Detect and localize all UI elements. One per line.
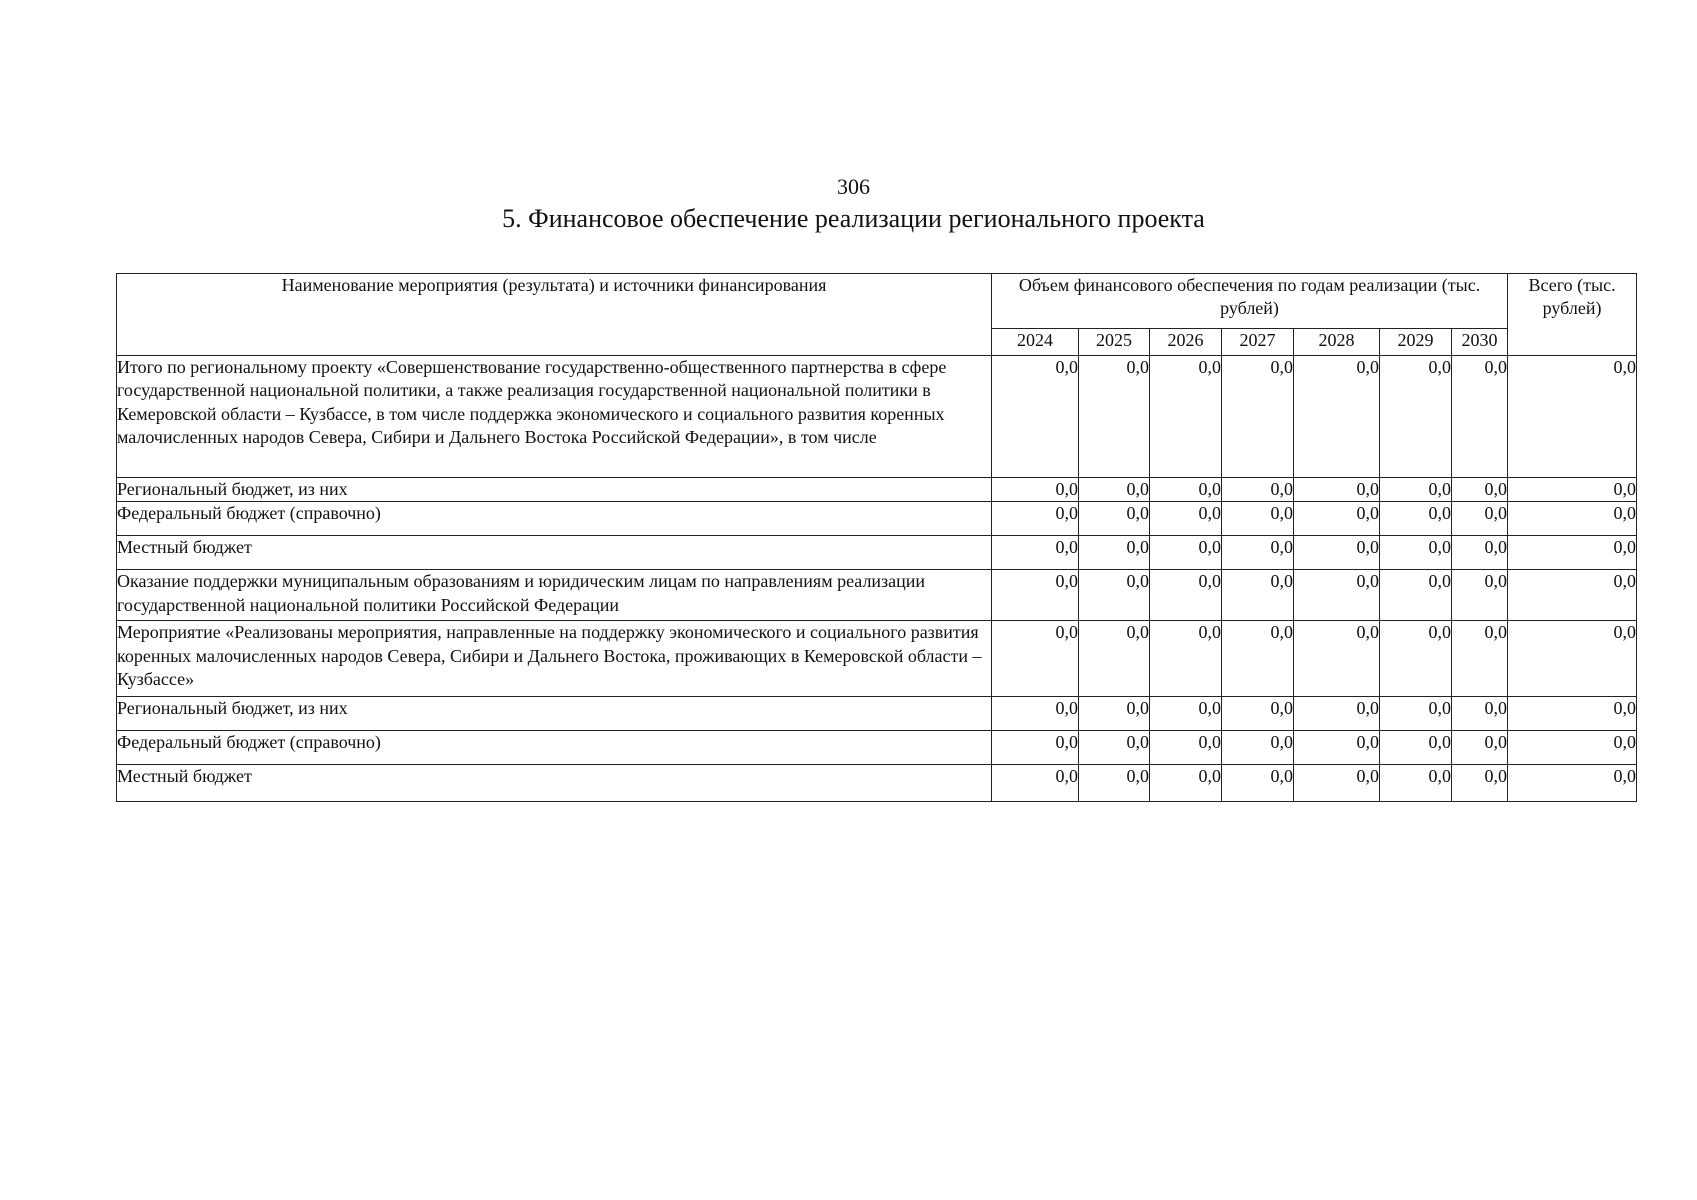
year-value-cell: 0,0 bbox=[1079, 765, 1150, 802]
year-value-cell: 0,0 bbox=[1294, 765, 1380, 802]
table-row bbox=[117, 356, 1637, 478]
year-value-cell: 0,0 bbox=[1150, 356, 1222, 478]
total-value-cell: 0,0 bbox=[1508, 621, 1637, 697]
year-value-cell: 0,0 bbox=[1150, 478, 1222, 502]
total-value-cell: 0,0 bbox=[1508, 502, 1637, 536]
row-name-cell: Федеральный бюджет (справочно) bbox=[117, 731, 992, 765]
header-year: 2025 bbox=[1079, 329, 1150, 356]
year-value-cell: 0,0 bbox=[1079, 570, 1150, 621]
year-value-cell: 0,0 bbox=[1150, 536, 1222, 570]
year-value-cell: 0,0 bbox=[1452, 478, 1508, 502]
year-value-cell: 0,0 bbox=[1079, 697, 1150, 731]
year-value-cell: 0,0 bbox=[992, 478, 1079, 502]
year-value-cell: 0,0 bbox=[1222, 356, 1294, 478]
year-value-cell: 0,0 bbox=[992, 502, 1079, 536]
financing-table bbox=[116, 273, 1637, 802]
year-value-cell: 0,0 bbox=[1294, 731, 1380, 765]
year-value-cell: 0,0 bbox=[1452, 502, 1508, 536]
year-value-cell: 0,0 bbox=[1150, 697, 1222, 731]
year-value-cell: 0,0 bbox=[1079, 536, 1150, 570]
year-value-cell: 0,0 bbox=[1222, 765, 1294, 802]
year-value-cell: 0,0 bbox=[1380, 731, 1452, 765]
document-title: 5. Финансовое обеспечение реализации регионального проекта bbox=[502, 204, 1205, 233]
table-row bbox=[117, 502, 1637, 536]
header-year: 2024 bbox=[992, 329, 1079, 356]
year-value-cell: 0,0 bbox=[1222, 570, 1294, 621]
year-value-cell: 0,0 bbox=[1452, 731, 1508, 765]
header-year: 2027 bbox=[1222, 329, 1294, 356]
year-value-cell: 0,0 bbox=[1452, 765, 1508, 802]
header-row bbox=[117, 274, 1637, 329]
header-volume-column: Объем финансового обеспечения по годам реализации (тыс. рублей) bbox=[992, 274, 1508, 329]
header-name-column: Наименование мероприятия (результата) и источники финансирования bbox=[117, 274, 992, 356]
year-value-cell: 0,0 bbox=[1150, 621, 1222, 697]
page-number: 306 bbox=[837, 174, 870, 199]
year-value-cell: 0,0 bbox=[992, 356, 1079, 478]
row-name-cell: Мероприятие «Реализованы мероприятия, направленные на поддержку экономического и социального развития коренных малочисленных народов Севера, Сибири и Дальнего Востока, проживающих в Кемеровской области – Кузбассе» bbox=[117, 621, 992, 697]
year-value-cell: 0,0 bbox=[1150, 502, 1222, 536]
year-value-cell: 0,0 bbox=[1380, 697, 1452, 731]
total-value-cell: 0,0 bbox=[1508, 478, 1637, 502]
year-value-cell: 0,0 bbox=[1294, 621, 1380, 697]
year-value-cell: 0,0 bbox=[1079, 356, 1150, 478]
row-name-cell: Федеральный бюджет (справочно) bbox=[117, 502, 992, 536]
row-name-cell: Оказание поддержки муниципальным образованиям и юридическим лицам по направлениям реализации государственной национальной политики Российской Федерации bbox=[117, 570, 992, 621]
year-value-cell: 0,0 bbox=[992, 621, 1079, 697]
table-row bbox=[117, 478, 1637, 502]
year-value-cell: 0,0 bbox=[1222, 697, 1294, 731]
year-value-cell: 0,0 bbox=[1222, 731, 1294, 765]
year-value-cell: 0,0 bbox=[1452, 536, 1508, 570]
year-value-cell: 0,0 bbox=[1079, 621, 1150, 697]
year-value-cell: 0,0 bbox=[1150, 731, 1222, 765]
header-year: 2030 bbox=[1452, 329, 1508, 356]
year-value-cell: 0,0 bbox=[1380, 765, 1452, 802]
year-value-cell: 0,0 bbox=[1380, 536, 1452, 570]
year-value-cell: 0,0 bbox=[992, 765, 1079, 802]
total-value-cell: 0,0 bbox=[1508, 765, 1637, 802]
year-value-cell: 0,0 bbox=[1380, 621, 1452, 697]
year-value-cell: 0,0 bbox=[1380, 502, 1452, 536]
row-name-cell: Местный бюджет bbox=[117, 536, 992, 570]
year-value-cell: 0,0 bbox=[1452, 621, 1508, 697]
year-value-cell: 0,0 bbox=[1294, 502, 1380, 536]
year-value-cell: 0,0 bbox=[1294, 697, 1380, 731]
year-value-cell: 0,0 bbox=[1079, 478, 1150, 502]
year-value-cell: 0,0 bbox=[1222, 502, 1294, 536]
year-value-cell: 0,0 bbox=[1222, 536, 1294, 570]
year-value-cell: 0,0 bbox=[1452, 570, 1508, 621]
year-value-cell: 0,0 bbox=[1150, 570, 1222, 621]
header-year: 2026 bbox=[1150, 329, 1222, 356]
year-value-cell: 0,0 bbox=[1294, 570, 1380, 621]
year-value-cell: 0,0 bbox=[1452, 697, 1508, 731]
year-value-cell: 0,0 bbox=[1380, 478, 1452, 502]
table-row bbox=[117, 697, 1637, 731]
year-value-cell: 0,0 bbox=[1079, 502, 1150, 536]
total-value-cell: 0,0 bbox=[1508, 731, 1637, 765]
table-row bbox=[117, 570, 1637, 621]
year-value-cell: 0,0 bbox=[1222, 621, 1294, 697]
total-value-cell: 0,0 bbox=[1508, 356, 1637, 478]
header-year: 2028 bbox=[1294, 329, 1380, 356]
year-value-cell: 0,0 bbox=[992, 536, 1079, 570]
table-row bbox=[117, 621, 1637, 697]
row-name-cell: Местный бюджет bbox=[117, 765, 992, 802]
year-value-cell: 0,0 bbox=[1294, 536, 1380, 570]
row-name-cell: Региональный бюджет, из них bbox=[117, 697, 992, 731]
total-value-cell: 0,0 bbox=[1508, 570, 1637, 621]
total-value-cell: 0,0 bbox=[1508, 536, 1637, 570]
table-row bbox=[117, 765, 1637, 802]
total-value-cell: 0,0 bbox=[1508, 697, 1637, 731]
row-name-cell: Региональный бюджет, из них bbox=[117, 478, 992, 502]
year-value-cell: 0,0 bbox=[1380, 570, 1452, 621]
year-value-cell: 0,0 bbox=[1452, 356, 1508, 478]
year-value-cell: 0,0 bbox=[1380, 356, 1452, 478]
year-value-cell: 0,0 bbox=[1222, 478, 1294, 502]
year-value-cell: 0,0 bbox=[992, 697, 1079, 731]
year-value-cell: 0,0 bbox=[1294, 356, 1380, 478]
year-value-cell: 0,0 bbox=[992, 570, 1079, 621]
year-value-cell: 0,0 bbox=[1150, 765, 1222, 802]
year-value-cell: 0,0 bbox=[1079, 731, 1150, 765]
year-value-cell: 0,0 bbox=[992, 731, 1079, 765]
table-row bbox=[117, 731, 1637, 765]
header-total-column: Всего (тыс. рублей) bbox=[1508, 274, 1637, 356]
header-year: 2029 bbox=[1380, 329, 1452, 356]
row-name-cell: Итого по региональному проекту «Совершенствование государственно-общественного партнерства в сфере государственной национальной политики, а также реализация государственной национальной политики в Кемеровской области – Кузбассе, в том числе поддержка экономического и социального развития коренных малочисленных народов Севера, Сибири и Дальнего Востока Российской Федерации», в том числе bbox=[117, 356, 992, 478]
year-value-cell: 0,0 bbox=[1294, 478, 1380, 502]
table-row bbox=[117, 536, 1637, 570]
